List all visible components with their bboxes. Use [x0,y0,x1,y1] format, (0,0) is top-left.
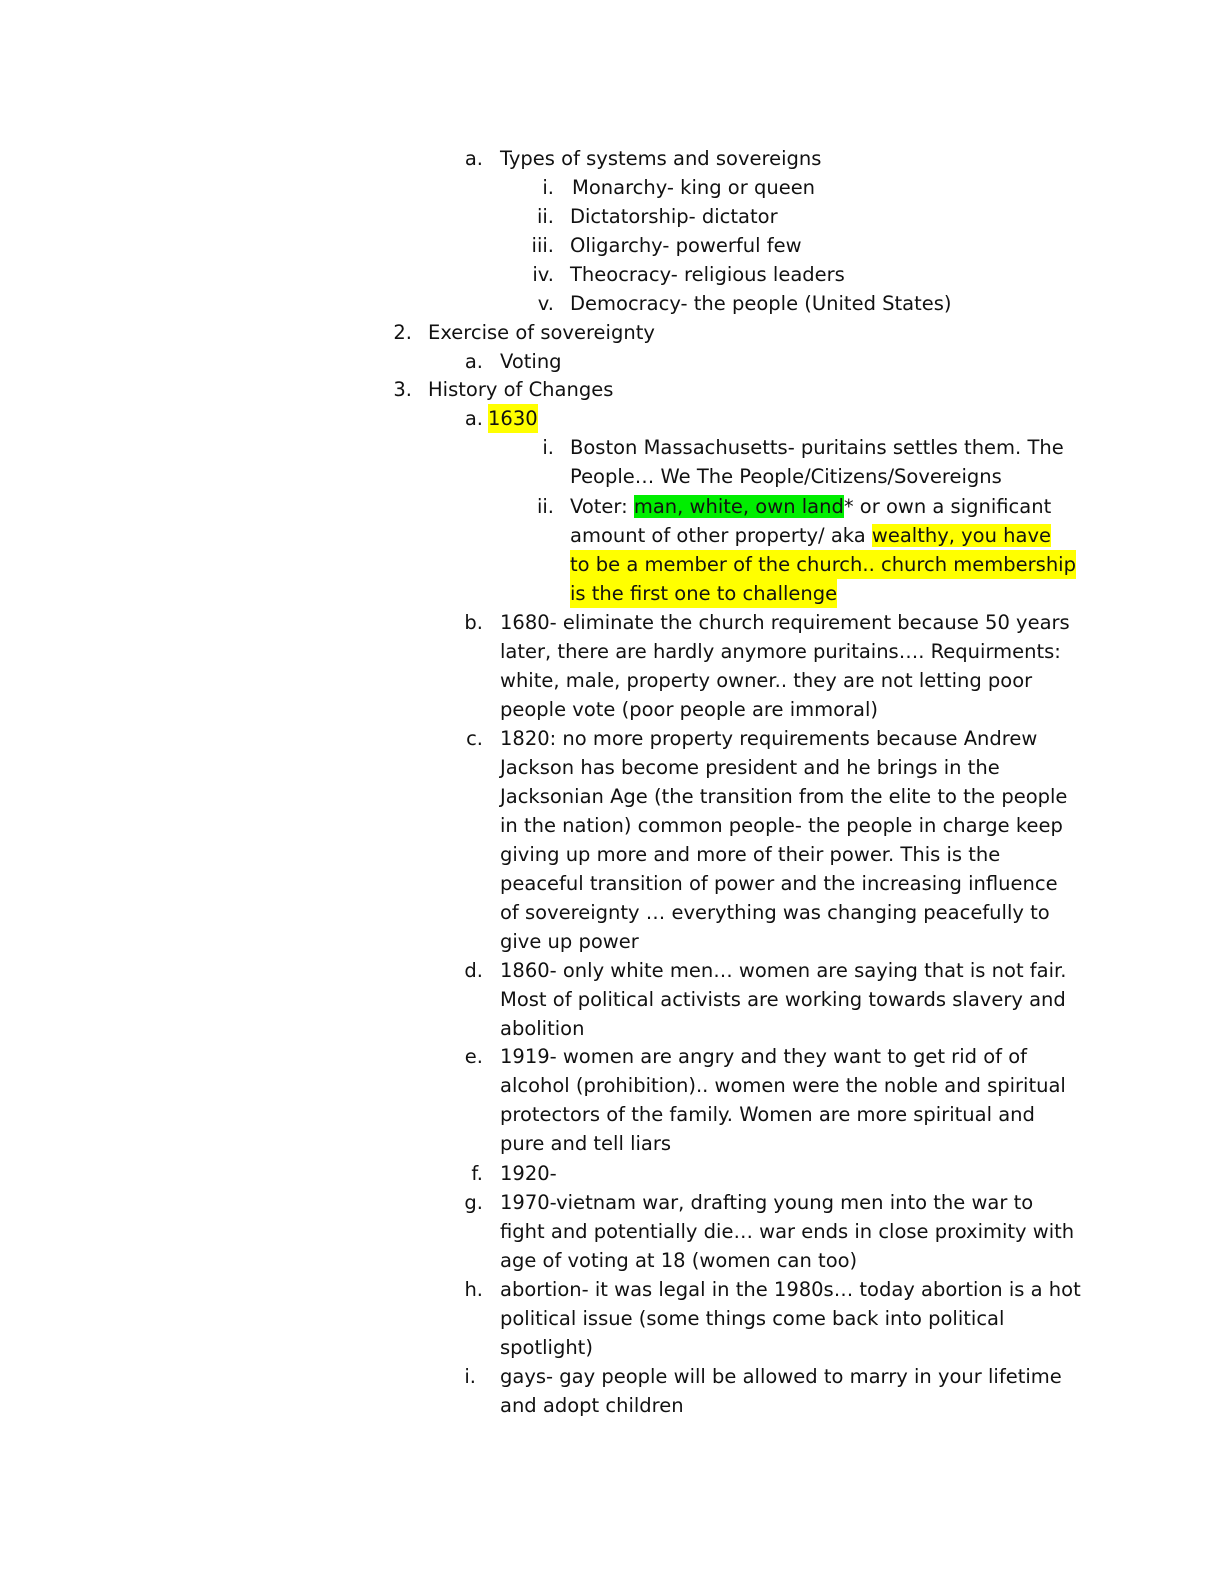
list-item-text: Democracy- the people (United States) [570,292,952,315]
list-marker: a. [464,147,483,170]
list-item-line [570,521,1051,550]
list-item-text: Voting [500,350,562,373]
list-marker: ii. [536,495,554,518]
list-item-line: and adopt children [500,1394,684,1417]
list-marker: i. [464,1365,476,1388]
highlight-green: man, white, own land [633,495,844,518]
list-item-line: spotlight) [500,1336,593,1359]
list-marker: e. [464,1045,483,1068]
list-item-line: pure and tell liars [500,1132,672,1155]
highlight-yellow: is the first one to challenge [570,579,837,608]
list-item-text: Types of systems and sovereigns [500,147,822,170]
list-item-text: Oligarchy- powerful few [570,234,802,257]
line-text: * or own a significant [843,495,1052,518]
list-marker: ii. [536,205,554,228]
list-item-line: white, male, property owner.. they are not letting poor [500,669,1033,692]
list-marker: a. [464,350,483,373]
list-item-line: giving up more and more of their power. This is the [500,843,1001,866]
list-item-line [570,492,1051,521]
list-marker: d. [464,959,483,982]
list-item-line: Jacksonian Age (the transition from the elite to the people [500,785,1068,808]
list-item-line: 1820: no more property requirements because Andrew [500,727,1038,750]
list-item-line: of sovereignty … everything was changing peacefully to [500,901,1050,924]
list-item-line: peaceful transition of power and the increasing influence [500,872,1058,895]
list-item-line: abolition [500,1017,585,1040]
list-marker: a. [464,407,483,430]
list-item-text: Dictatorship- dictator [570,205,778,228]
list-marker: 2. [393,321,412,344]
list-item-line: 1919- women are angry and they want to get rid of of [500,1045,1027,1068]
highlighted-year: 1630 [488,404,538,433]
list-item-line: protectors of the family. Women are more spiritual and [500,1103,1035,1126]
list-marker: v. [537,292,554,315]
list-marker: i. [542,176,554,199]
list-item-line: Most of political activists are working towards slavery and [500,988,1066,1011]
list-marker: iii. [531,234,554,257]
list-item-text: Monarchy- king or queen [572,176,816,199]
list-item-text: History of Changes [428,378,614,401]
list-marker: iv. [532,263,554,286]
list-item-line: age of voting at 18 (women can too) [500,1249,858,1272]
list-item-line: abortion- it was legal in the 1980s… today abortion is a hot [500,1278,1081,1301]
list-marker: g. [464,1191,483,1214]
list-item-text: Exercise of sovereignty [428,321,655,344]
list-item-line: alcohol (prohibition).. women were the noble and spiritual [500,1074,1066,1097]
list-item-line: People… We The People/Citizens/Sovereigns [570,465,1002,488]
list-item-line: political issue (some things come back into political [500,1307,1005,1330]
list-marker: c. [466,727,483,750]
highlight-yellow: to be a member of the church.. church membership [570,550,1076,579]
list-item-text: Theocracy- religious leaders [570,263,845,286]
list-marker: i. [542,436,554,459]
list-item-line: 1920- [500,1162,557,1185]
list-item-line: Boston Massachusetts- puritains settles them. The [570,436,1064,459]
list-item-line: give up power [500,930,639,953]
list-item-line: in the nation) common people- the people in charge keep [500,814,1063,837]
list-item-line: gays- gay people will be allowed to marry in your lifetime [500,1365,1062,1388]
list-item-line: 1680- eliminate the church requirement because 50 years [500,611,1070,634]
list-item-line: 1970-vietnam war, drafting young men into the war to [500,1191,1034,1214]
highlight-yellow: wealthy, you have [871,524,1052,547]
list-marker: f. [471,1162,483,1185]
list-marker: h. [464,1278,483,1301]
list-item-line: people vote (poor people are immoral) [500,698,879,721]
list-marker: 3. [393,378,412,401]
line-text: amount of other property/ aka [570,524,872,547]
list-item-line: Jackson has become president and he brings in the [500,756,1000,779]
list-item-line: fight and potentially die… war ends in close proximity with [500,1220,1075,1243]
list-item-line: 1860- only white men… women are saying that is not fair. [500,959,1067,982]
list-marker: b. [464,611,483,634]
list-item-line: later, there are hardly anymore puritains…. Requirments: [500,640,1061,663]
line-text: Voter: [570,495,634,518]
